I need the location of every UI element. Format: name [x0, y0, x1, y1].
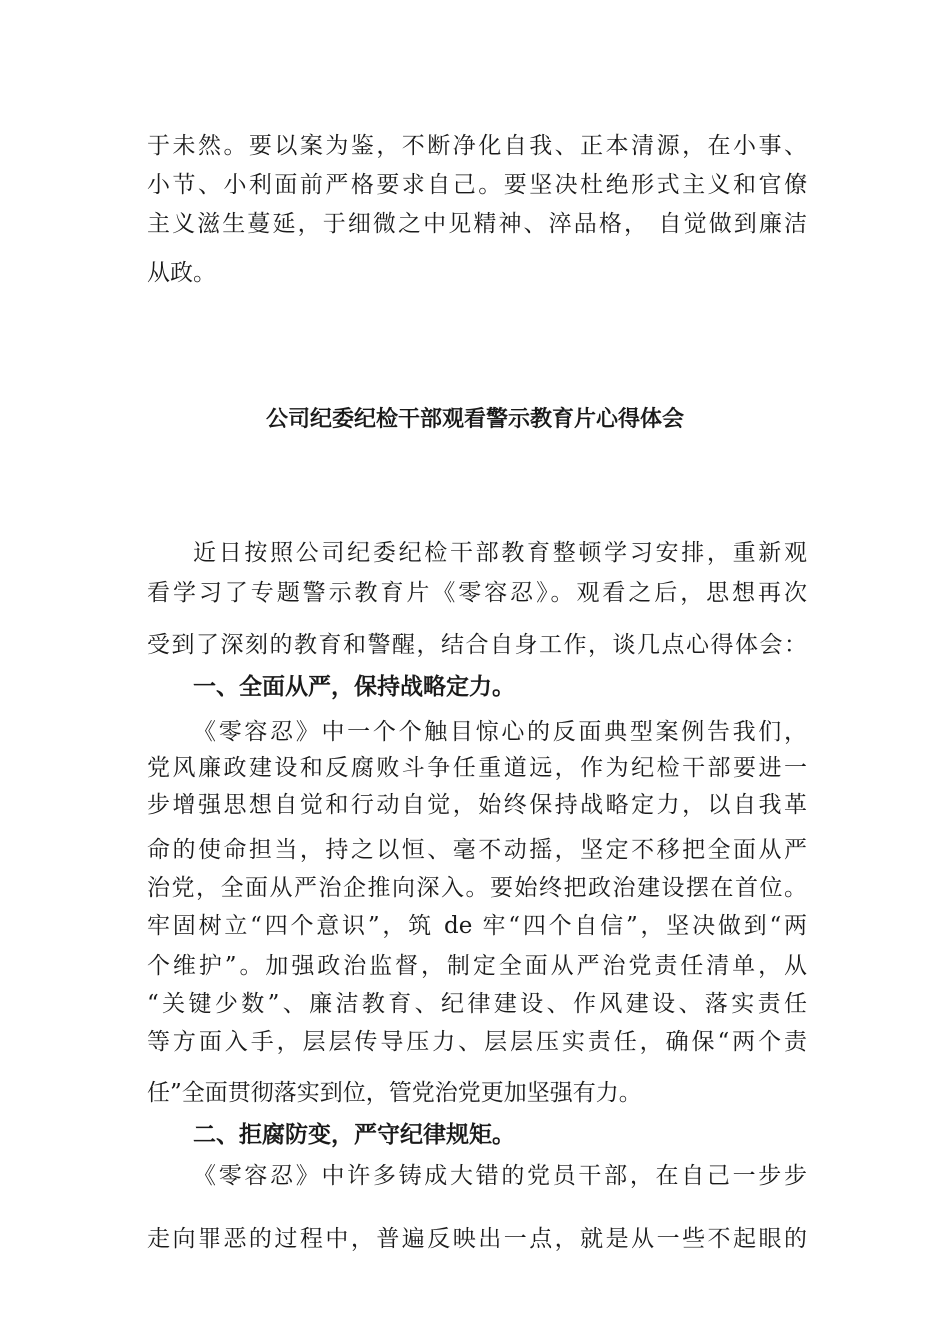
section1-line-4: 命的使命担当，持之以恒、毫不动摇，坚定不移把全面从严 — [147, 837, 807, 863]
section2-heading: 二、拒腐防变，严守纪律规矩。 — [193, 1122, 515, 1148]
intro-line-2: 小节、小利面前严格要求自己。要坚决杜绝形式主义和官僚 — [147, 172, 807, 198]
section1-heading: 一、全面从严，保持战略定力。 — [193, 674, 515, 700]
opening-line-3: 受到了深刻的教育和警醒，结合自身工作，谈几点心得体会： — [147, 632, 807, 658]
section1-line-8: “关键少数”、廉洁教育、纪律建设、作风建设、落实责任 — [147, 991, 807, 1017]
section1-line-5: 治党，全面从严治企推向深入。要始终把政治建设摆在首位。 — [147, 875, 807, 901]
section1-line-3: 步增强思想自觉和行动自觉，始终保持战略定力，以自我革 — [147, 792, 807, 818]
section1-line-6: 牢固树立“四个意识”，筑 de 牢“四个自信”，坚决做到“两 — [147, 913, 807, 939]
opening-line-2: 看学习了专题警示教育片《零容忍》。观看之后，思想再次 — [147, 580, 807, 606]
page-title: 公司纪委纪检干部观看警示教育片心得体会 — [265, 407, 684, 432]
intro-line-1: 于未然。要以案为鉴，不断净化自我、正本清源，在小事、 — [147, 133, 807, 159]
opening-line-1: 近日按照公司纪委纪检干部教育整顿学习安排，重新观 — [193, 540, 807, 566]
intro-line-3: 主义滋生蔓延，于细微之中见精神、淬品格， 自觉做到廉洁 — [147, 211, 807, 237]
section2-line-2: 走向罪恶的过程中，普遍反映出一点，就是从一些不起眼的 — [147, 1226, 807, 1252]
section2-line-1: 《零容忍》中许多铸成大错的党员干部，在自己一步步 — [193, 1163, 807, 1189]
section1-line-1: 《零容忍》中一个个触目惊心的反面典型案例告我们， — [193, 719, 807, 745]
section1-line-2: 党风廉政建设和反腐败斗争任重道远，作为纪检干部要进一 — [147, 755, 807, 781]
intro-line-4: 从政。 — [147, 260, 216, 286]
section1-line-10: 任”全面贯彻落实到位，管党治党更加坚强有力。 — [147, 1080, 642, 1106]
section1-line-9: 等方面入手，层层传导压力、层层压实责任，确保“两个责 — [147, 1029, 807, 1055]
section1-line-7: 个维护”。加强政治监督，制定全面从严治党责任清单，从 — [147, 953, 807, 979]
